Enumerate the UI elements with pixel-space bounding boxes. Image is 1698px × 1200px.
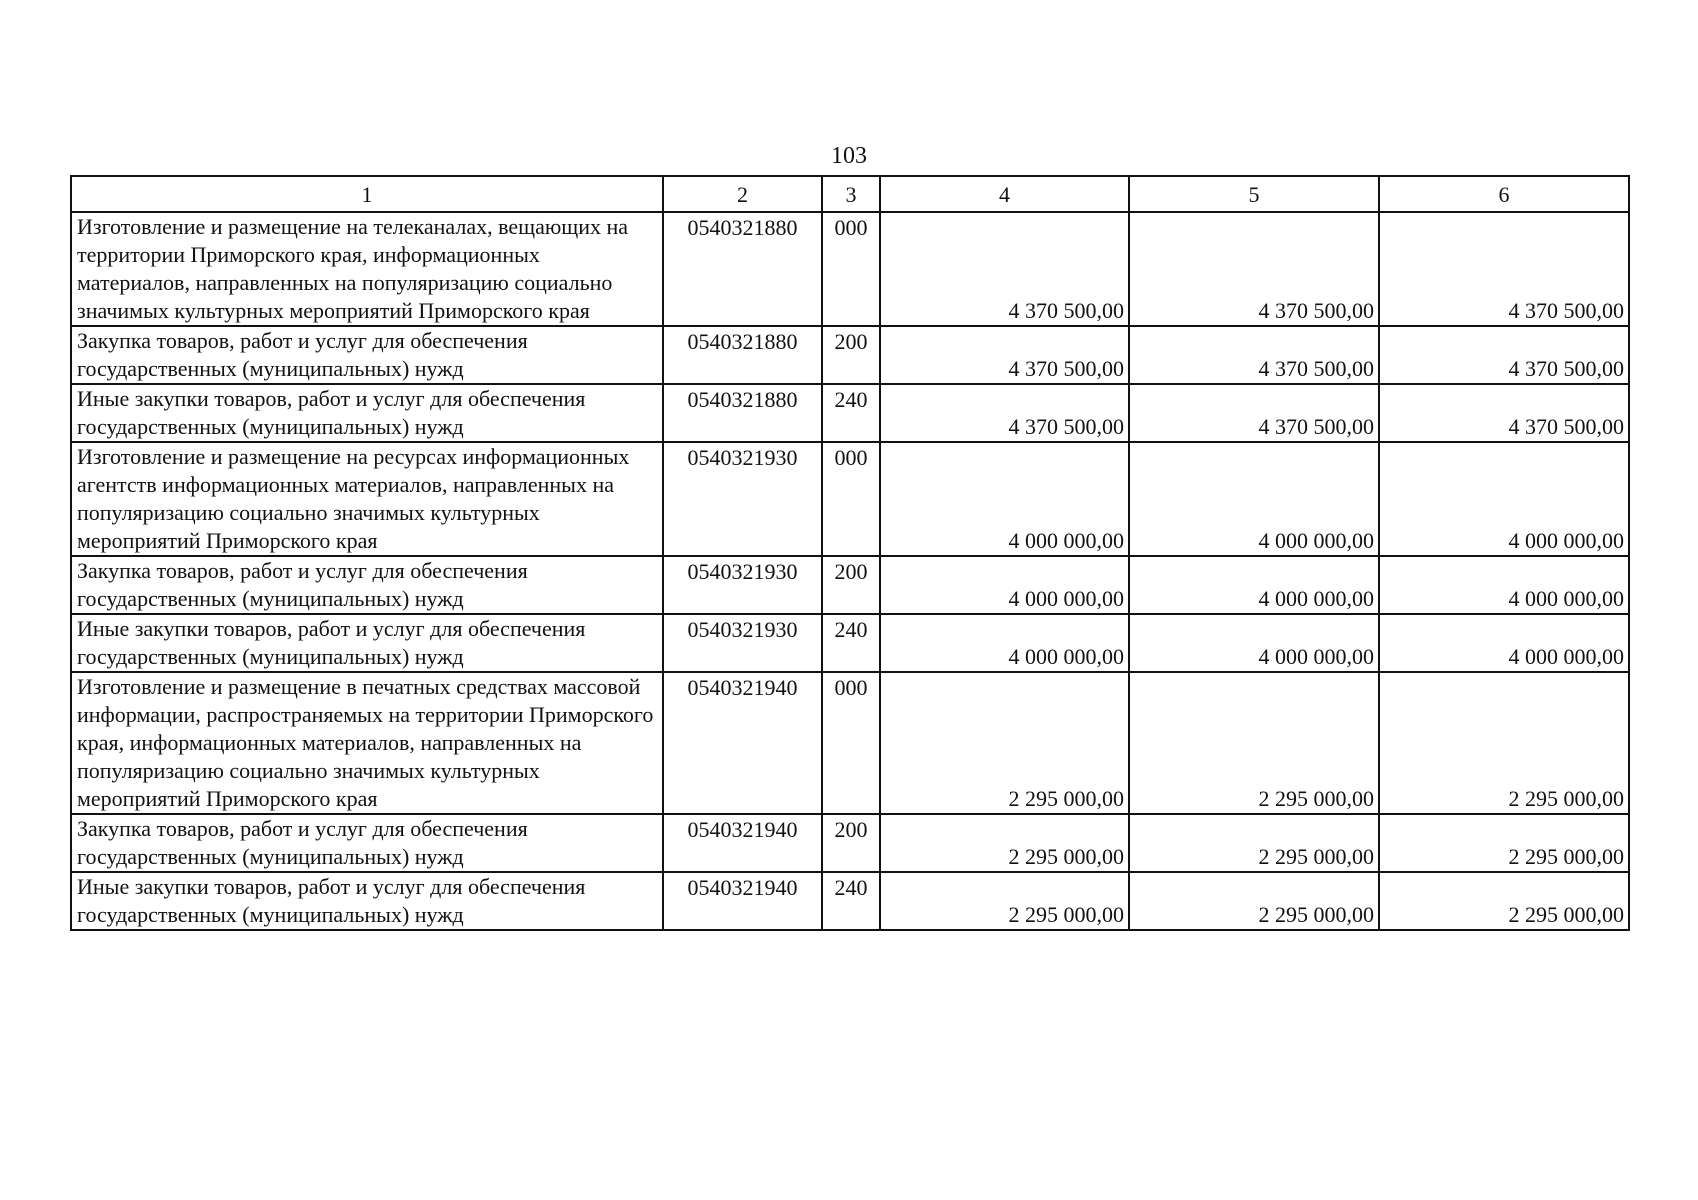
amount-cell-6: 4 370 500,00 (1379, 212, 1629, 326)
column-header: 1 (71, 176, 663, 212)
amount-cell-4: 2 295 000,00 (880, 872, 1129, 930)
amount-cell-5: 4 370 500,00 (1129, 212, 1379, 326)
amount-cell-5: 4 000 000,00 (1129, 614, 1379, 672)
column-header: 5 (1129, 176, 1379, 212)
column-header: 4 (880, 176, 1129, 212)
amount-cell-6: 4 000 000,00 (1379, 556, 1629, 614)
amount-cell-5: 2 295 000,00 (1129, 814, 1379, 872)
budget-table (70, 175, 1630, 931)
amount-cell-5: 2 295 000,00 (1129, 872, 1379, 930)
amount-cell-6: 2 295 000,00 (1379, 872, 1629, 930)
expense-name-cell: Изготовление и размещение на ресурсах информационных агентств информационных материалов, направленных на популяризацию социально значимых культурных мероприятий Приморского края (71, 442, 663, 556)
expense-type-cell: 000 (822, 212, 880, 326)
target-code-cell: 0540321930 (663, 442, 822, 556)
table-row (71, 672, 1629, 814)
amount-cell-4: 4 370 500,00 (880, 212, 1129, 326)
expense-type-cell: 000 (822, 442, 880, 556)
amount-cell-5: 4 370 500,00 (1129, 384, 1379, 442)
amount-cell-6: 2 295 000,00 (1379, 814, 1629, 872)
target-code-cell: 0540321880 (663, 326, 822, 384)
amount-cell-6: 4 000 000,00 (1379, 442, 1629, 556)
table-row (71, 442, 1629, 556)
expense-name-cell: Изготовление и размещение в печатных средствах массовой информации, распространяемых на территории Приморского края, информационных материалов, направленных на популяризацию социально значимых культурных мероприятий Приморского края (71, 672, 663, 814)
amount-cell-4: 4 000 000,00 (880, 442, 1129, 556)
expense-name-cell: Закупка товаров, работ и услуг для обеспечения государственных (муниципальных) нужд (71, 556, 663, 614)
expense-name-cell: Закупка товаров, работ и услуг для обеспечения государственных (муниципальных) нужд (71, 814, 663, 872)
expense-name-cell: Иные закупки товаров, работ и услуг для обеспечения государственных (муниципальных) нужд (71, 872, 663, 930)
expense-type-cell: 240 (822, 614, 880, 672)
amount-cell-5: 2 295 000,00 (1129, 672, 1379, 814)
table-row (71, 326, 1629, 384)
page-number: 103 (831, 143, 867, 169)
amount-cell-5: 4 000 000,00 (1129, 556, 1379, 614)
expense-name-cell: Закупка товаров, работ и услуг для обеспечения государственных (муниципальных) нужд (71, 326, 663, 384)
amount-cell-4: 4 370 500,00 (880, 326, 1129, 384)
target-code-cell: 0540321930 (663, 556, 822, 614)
expense-type-cell: 200 (822, 814, 880, 872)
expense-name-cell: Иные закупки товаров, работ и услуг для обеспечения государственных (муниципальных) нужд (71, 614, 663, 672)
target-code-cell: 0540321940 (663, 872, 822, 930)
target-code-cell: 0540321940 (663, 814, 822, 872)
table-header-row (71, 176, 1629, 212)
column-header: 3 (822, 176, 880, 212)
amount-cell-6: 4 370 500,00 (1379, 384, 1629, 442)
expense-type-cell: 200 (822, 556, 880, 614)
target-code-cell: 0540321880 (663, 384, 822, 442)
table-row (71, 814, 1629, 872)
target-code-cell: 0540321930 (663, 614, 822, 672)
target-code-cell: 0540321880 (663, 212, 822, 326)
amount-cell-4: 2 295 000,00 (880, 672, 1129, 814)
expense-type-cell: 240 (822, 872, 880, 930)
amount-cell-5: 4 000 000,00 (1129, 442, 1379, 556)
amount-cell-6: 4 370 500,00 (1379, 326, 1629, 384)
amount-cell-6: 4 000 000,00 (1379, 614, 1629, 672)
amount-cell-4: 4 000 000,00 (880, 614, 1129, 672)
table-row (71, 212, 1629, 326)
amount-cell-4: 2 295 000,00 (880, 814, 1129, 872)
amount-cell-4: 4 370 500,00 (880, 384, 1129, 442)
table-row (71, 556, 1629, 614)
table-row (71, 384, 1629, 442)
expense-type-cell: 000 (822, 672, 880, 814)
column-header: 2 (663, 176, 822, 212)
amount-cell-5: 4 370 500,00 (1129, 326, 1379, 384)
amount-cell-4: 4 000 000,00 (880, 556, 1129, 614)
expense-name-cell: Изготовление и размещение на телеканалах, вещающих на территории Приморского края, информационных материалов, направленных на популяризацию социально значимых культурных мероприятий Приморского края (71, 212, 663, 326)
table-row (71, 872, 1629, 930)
table-row (71, 614, 1629, 672)
expense-type-cell: 200 (822, 326, 880, 384)
amount-cell-6: 2 295 000,00 (1379, 672, 1629, 814)
column-header: 6 (1379, 176, 1629, 212)
expense-name-cell: Иные закупки товаров, работ и услуг для обеспечения государственных (муниципальных) нужд (71, 384, 663, 442)
expense-type-cell: 240 (822, 384, 880, 442)
target-code-cell: 0540321940 (663, 672, 822, 814)
